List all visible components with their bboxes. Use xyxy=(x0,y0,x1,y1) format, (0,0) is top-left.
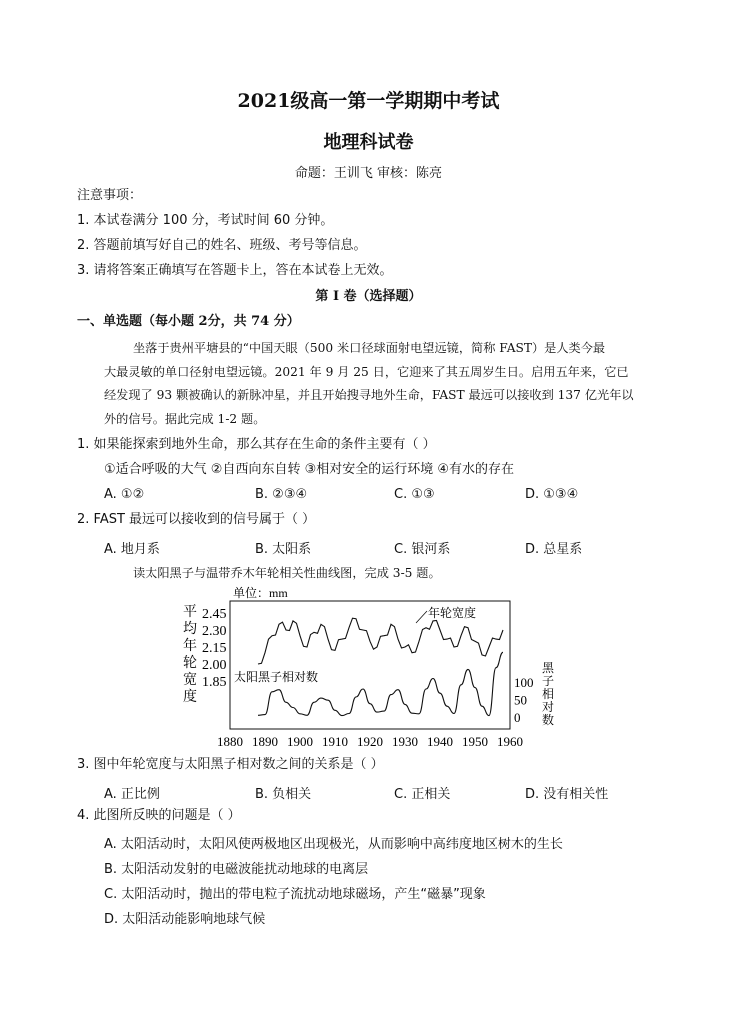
q4-option-a: A. 太阳活动时，太阳风使两极地区出现极光，从而影响中高纬度地区树木的生长 xyxy=(104,837,563,852)
exam-subject: 地理科试卷 xyxy=(323,132,414,153)
q2-option-d: D. 总星系 xyxy=(525,542,583,557)
q4-option-c: C. 太阳活动时，抛出的带电粒子流扰动地球磁场，产生“磁暴”现象 xyxy=(104,887,486,902)
passage1-line: 经发现了 93 颗被确认的新脉冲星，并且开始搜寻地外生命，FAST 最远可以接收到 137 亿光年以 xyxy=(104,388,634,402)
q1-option-a: A. ①② xyxy=(104,487,145,502)
q3-option-b: B. 负相关 xyxy=(255,787,312,802)
passage1-line: 外的信号。据此完成 1-2 题。 xyxy=(104,412,266,426)
axis-label-char: 轮 xyxy=(183,656,197,671)
x-tick-label: 1960 xyxy=(497,734,523,749)
q1-option-b: B. ②③④ xyxy=(255,487,308,502)
axis-label-char: 均 xyxy=(183,622,197,637)
x-tick-label: 1920 xyxy=(357,734,383,749)
q3-option-c: C. 正相关 xyxy=(394,787,451,802)
left-tick-label: 2.30 xyxy=(202,624,227,639)
axis-label-char: 黑 xyxy=(541,661,555,675)
right-tick-label: 50 xyxy=(514,692,527,708)
sunspot-tree-ring-chart xyxy=(170,583,560,753)
q1-option-c: C. ①③ xyxy=(394,487,435,502)
passage1-line: 坐落于贵州平塘县的“中国天眼（500 米口径球面射电望远镜，简称 FAST）是人类今最 xyxy=(133,341,606,355)
right-tick-label: 100 xyxy=(514,675,534,690)
q4-option-d: D. 太阳活动能影响地球气候 xyxy=(104,912,266,927)
x-tick-label: 1880 xyxy=(217,734,243,749)
exam-title: 2021级高一第一学期期中考试 xyxy=(237,90,500,112)
axis-label-char: 年 xyxy=(183,639,197,654)
q2-option-b: B. 太阳系 xyxy=(255,542,312,557)
tree-ring-series-line xyxy=(258,618,503,664)
q4-option-b: B. 太阳活动发射的电磁波能扰动地球的电离层 xyxy=(104,862,369,877)
q3-option-d: D. 没有相关性 xyxy=(525,787,609,802)
section1-title: 一、单选题（每小题 2分，共 74 分） xyxy=(77,314,300,329)
q1-stem: 1. 如果能探索到地外生命，那么其存在生命的条件主要有（ ） xyxy=(77,437,436,452)
q1-option-d: D. ①③④ xyxy=(525,487,579,502)
part1-title: 第 I 卷（选择题） xyxy=(315,289,422,304)
x-tick-label: 1940 xyxy=(427,734,453,749)
note-item: 2. 答题前填写好自己的姓名、班级、考号等信息。 xyxy=(77,238,367,253)
tree-ring-legend-label: 年轮宽度 xyxy=(428,606,477,620)
axis-label-char: 度 xyxy=(183,690,197,705)
x-tick-label: 1930 xyxy=(392,734,418,749)
passage2: 读太阳黑子与温带乔木年轮相关性曲线图，完成 3-5 题。 xyxy=(133,566,441,580)
x-tick-label: 1910 xyxy=(322,734,348,749)
left-tick-label: 2.15 xyxy=(202,641,227,656)
right-tick-label: 0 xyxy=(514,710,521,725)
q2-stem: 2. FAST 最远可以接收到的信号属于（ ） xyxy=(77,512,316,527)
q4-stem: 4. 此图所反映的问题是（ ） xyxy=(77,808,241,823)
q2-option-a: A. 地月系 xyxy=(104,542,160,557)
note-item: 1. 本试卷满分 100 分，考试时间 60 分钟。 xyxy=(77,213,334,228)
axis-label-char: 平 xyxy=(183,605,197,620)
q3-option-a: A. 正比例 xyxy=(104,787,160,802)
axis-label-char: 数 xyxy=(541,713,555,727)
note-item: 3. 请将答案正确填写在答题卡上，答在本试卷上无效。 xyxy=(77,263,393,278)
q3-stem: 3. 图中年轮宽度与太阳黑子相对数之间的关系是（ ） xyxy=(77,757,384,772)
tree-ring-leader-line xyxy=(416,611,427,623)
exam-authors: 命题：王训飞 审核：陈亮 xyxy=(294,166,443,181)
unit-label: 单位：mm xyxy=(233,586,288,600)
right-axis-label xyxy=(542,661,555,727)
axis-label-char: 宽 xyxy=(183,673,197,688)
plot-frame xyxy=(230,601,510,729)
axis-label-char: 子 xyxy=(541,674,555,688)
notes-heading: 注意事项： xyxy=(77,188,143,203)
q2-option-c: C. 银河系 xyxy=(394,542,451,557)
left-tick-label: 2.45 xyxy=(202,607,227,622)
left-axis-label xyxy=(183,604,197,705)
left-tick-label: 1.85 xyxy=(202,675,227,690)
x-tick-label: 1900 xyxy=(287,734,313,749)
q1-conditions: ①适合呼吸的大气 ②自西向东自转 ③相对安全的运行环境 ④有水的存在 xyxy=(104,462,515,477)
x-tick-label: 1890 xyxy=(252,734,278,749)
x-tick-label: 1950 xyxy=(462,734,488,749)
left-tick-label: 2.00 xyxy=(202,658,227,673)
passage1-line: 大最灵敏的单口径射电望远镜。2021 年 9 月 25 日，它迎来了其五周岁生日。启用五年来，它已 xyxy=(104,365,629,379)
sunspot-legend-label: 太阳黑子相对数 xyxy=(234,670,319,684)
axis-label-char: 相 xyxy=(541,687,555,701)
axis-label-char: 对 xyxy=(541,700,555,714)
